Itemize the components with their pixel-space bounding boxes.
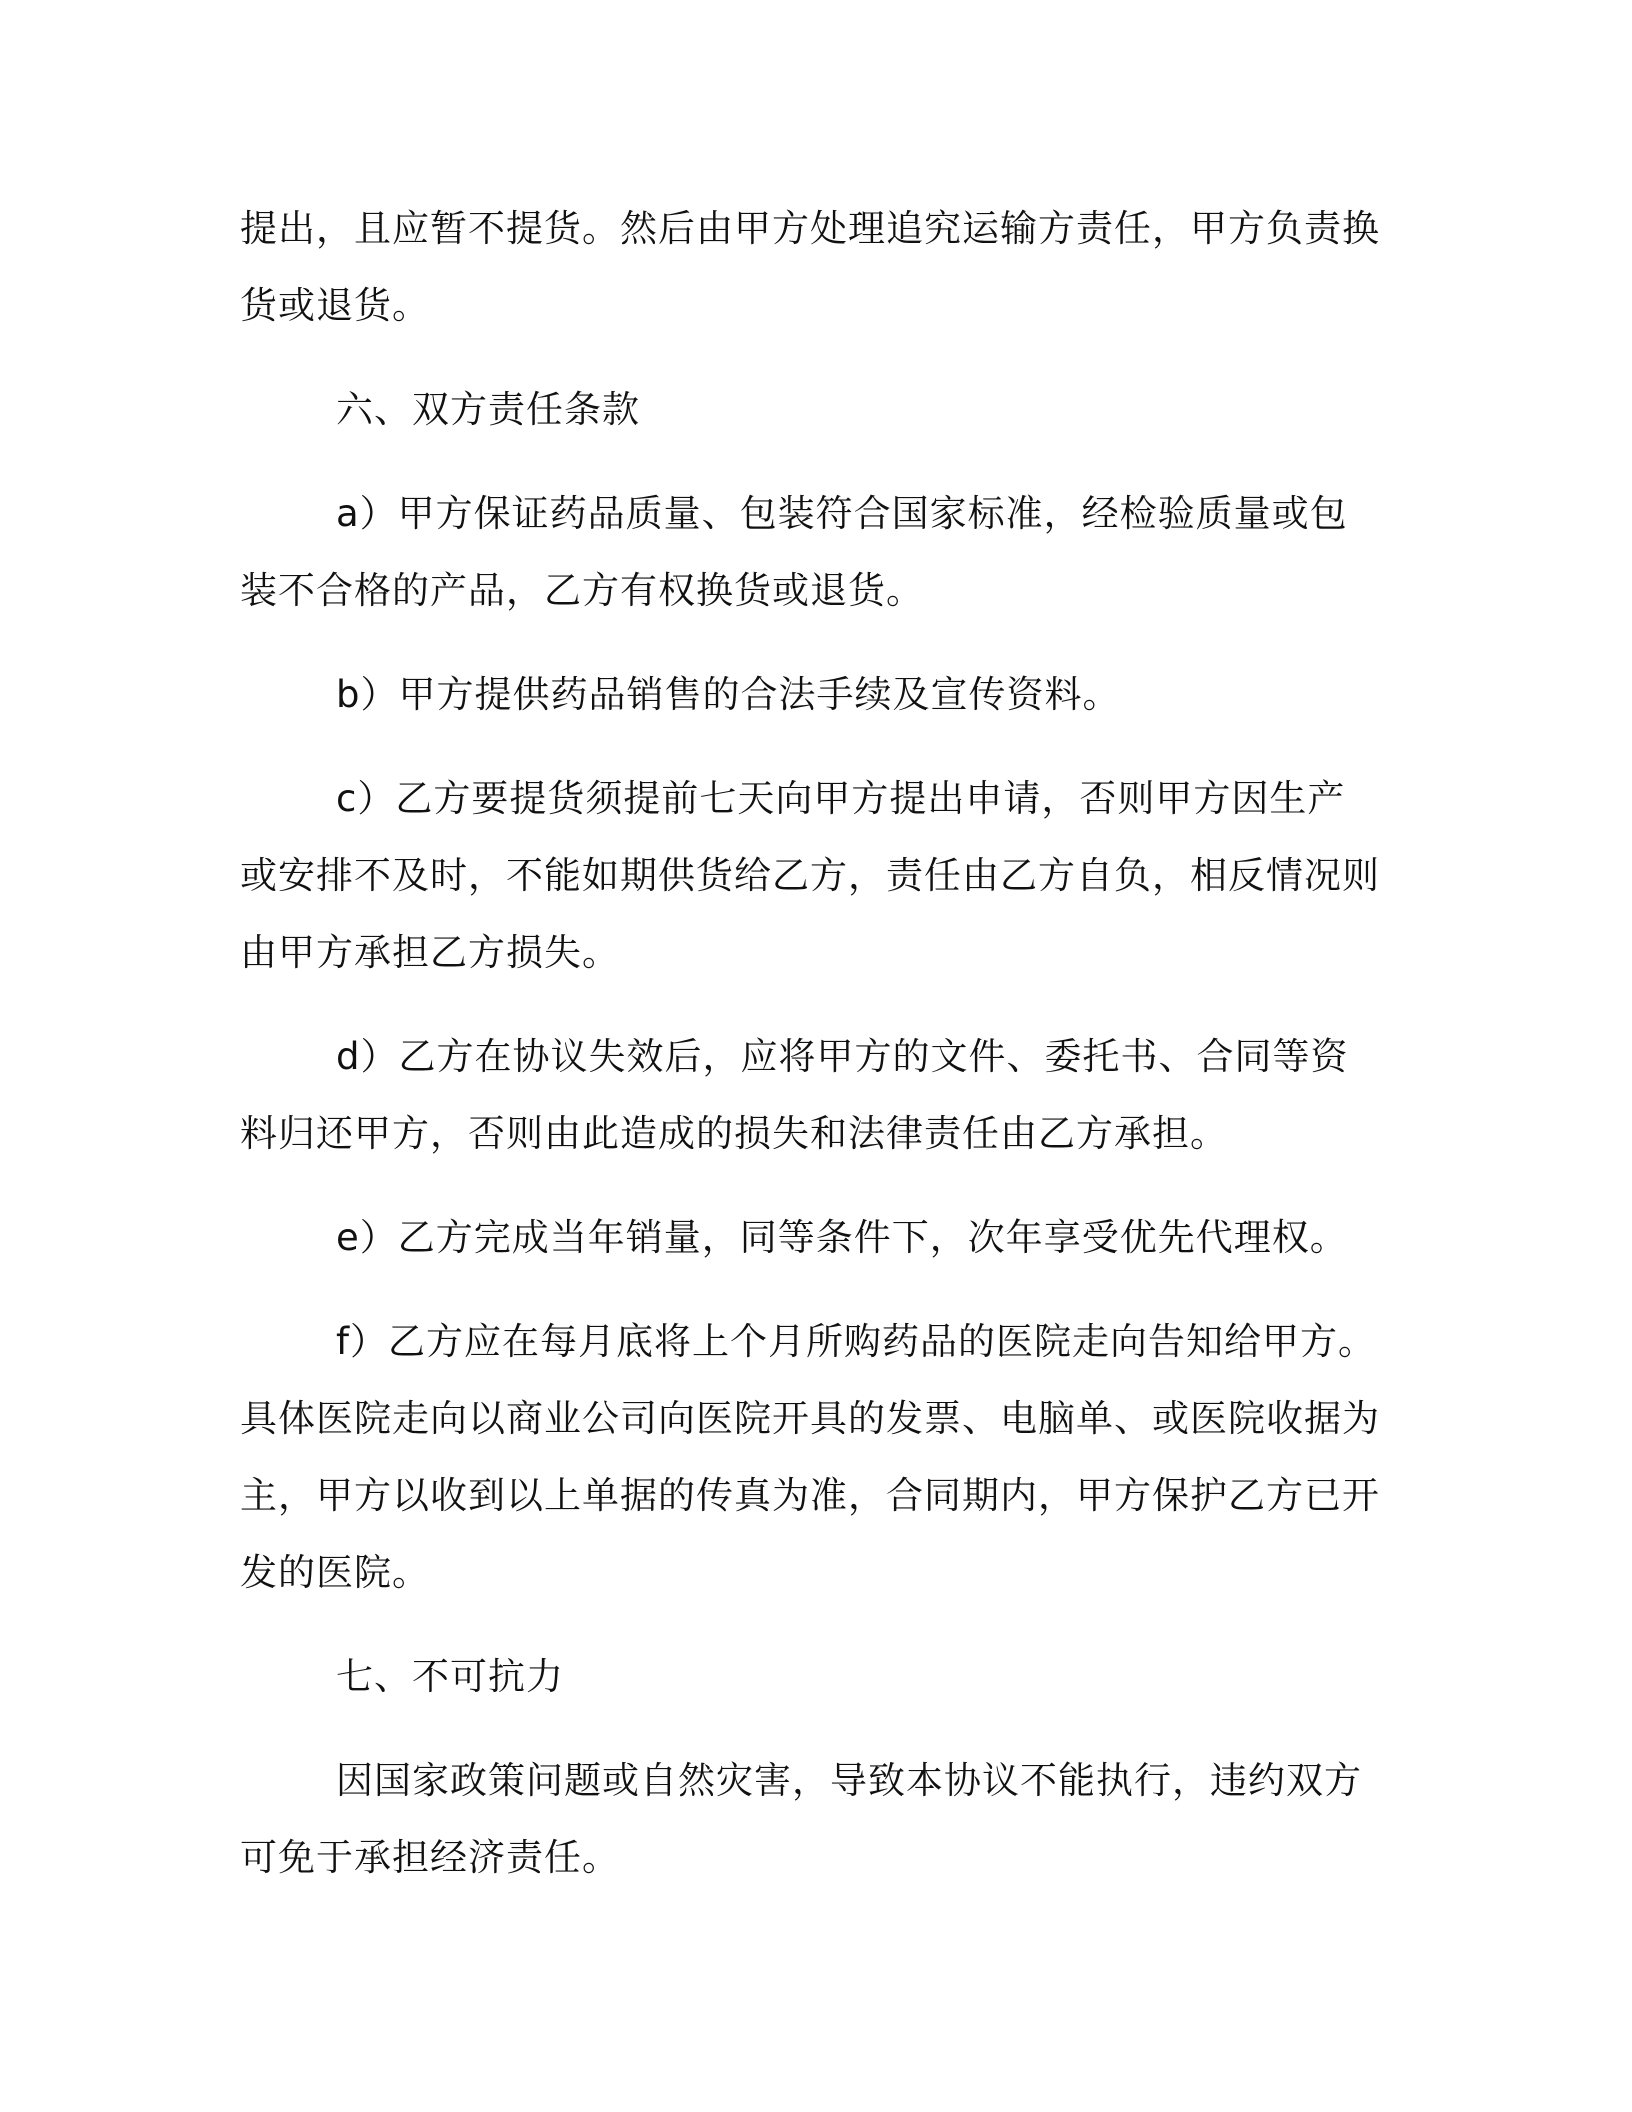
paragraph-continuation: 提出，且应暂不提货。然后由甲方处理追究运输方责任，甲方负责换货或退货。 [240,207,1380,327]
clause-d: d）乙方在协议失效后，应将甲方的文件、委托书、合同等资料归还甲方，否则由此造成的损失和法律责任由乙方承担。 [240,1035,1349,1155]
document-page [240,190,1380,1896]
clause-b: b）甲方提供药品销售的合法手续及宣传资料。 [336,673,1121,716]
section-heading-force-majeure: 七、不可抗力 [336,1655,564,1698]
clause-c: c）乙方要提货须提前七天向甲方提出申请，否则甲方因生产或安排不及时，不能如期供货给乙方，责任由乙方自负，相反情况则由甲方承担乙方损失。 [240,777,1380,974]
clause-a: a）甲方保证药品质量、包装符合国家标准，经检验质量或包装不合格的产品，乙方有权换货或退货。 [240,492,1348,612]
clause-e: e）乙方完成当年销量，同等条件下，次年享受优先代理权。 [336,1216,1348,1259]
section-heading-mutual-responsibilities: 六、双方责任条款 [336,388,640,431]
force-majeure-clause: 因国家政策问题或自然灾害，导致本协议不能执行，违约双方可免于承担经济责任。 [240,1759,1362,1879]
clause-f: f）乙方应在每月底将上个月所购药品的医院走向告知给甲方。具体医院走向以商业公司向医院开具的发票、电脑单、或医院收据为主，甲方以收到以上单据的传真为准，合同期内，甲方保护乙方已开发的医院。 [240,1320,1380,1594]
